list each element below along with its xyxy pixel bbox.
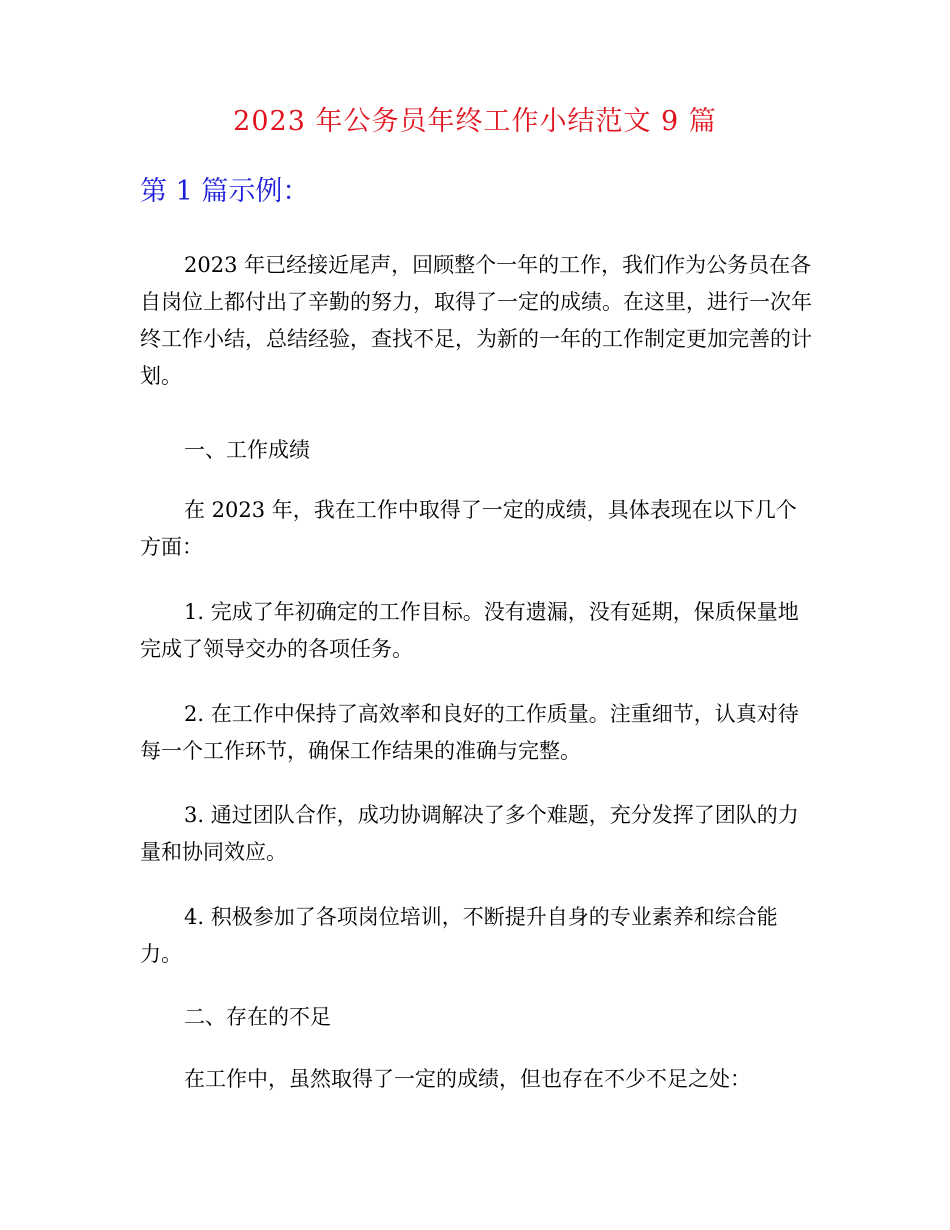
list-item-4: 4. 积极参加了各项岗位培训，不断提升自身的专业素养和综合能力。 (140, 905, 778, 966)
list-item-1: 1. 完成了年初确定的工作目标。没有遗漏，没有延期，保质保量地完成了领导交办的各项任务。 (140, 600, 799, 661)
paragraph-achievements-intro: 在 2023 年，我在工作中取得了一定的成绩，具体表现在以下几个方面： (140, 498, 797, 559)
paragraph-shortcomings-intro: 在工作中，虽然取得了一定的成绩，但也存在不少不足之处： (184, 1067, 751, 1091)
paragraph-intro: 2023 年已经接近尾声，回顾整个一年的工作，我们作为公务员在各自岗位上都付出了辛勤的努力，取得了一定的成绩。在这里，进行一次年终工作小结，总结经验，查找不足，为新的一年的工作制定更加完善的计划。 (140, 253, 812, 388)
section-heading: 第 1 篇示例： (140, 176, 310, 207)
document-title: 2023 年公务员年终工作小结范文 9 篇 (233, 106, 717, 137)
subheading-shortcomings: 二、存在的不足 (184, 1005, 331, 1029)
list-item-2: 2. 在工作中保持了高效率和良好的工作质量。注重细节，认真对待每一个工作环节，确保工作结果的准确与完整。 (140, 702, 799, 763)
subheading-achievements: 一、工作成绩 (184, 438, 310, 462)
list-item-3: 3. 通过团队合作，成功协调解决了多个难题，充分发挥了团队的力量和协同效应。 (140, 803, 799, 864)
